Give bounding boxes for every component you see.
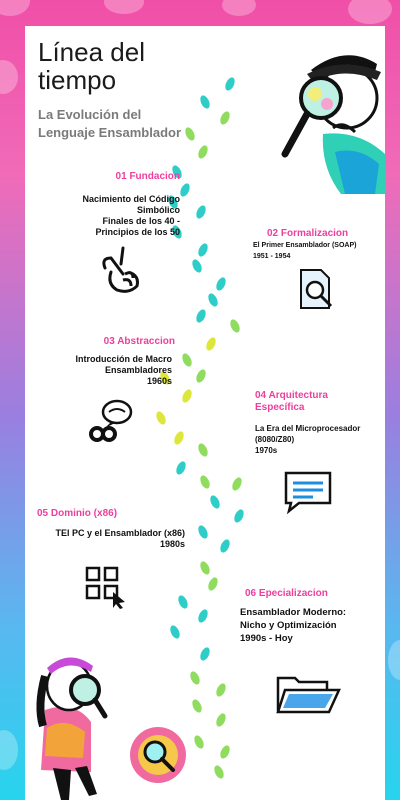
footstep: [196, 242, 209, 258]
footstep: [172, 430, 185, 446]
section-label: [255, 390, 328, 414]
pointing-hand-icon: [93, 244, 145, 296]
section-label: 02 Formalizacion: [267, 228, 349, 239]
footstep: [154, 410, 167, 426]
document-search-icon: [297, 266, 339, 312]
footstep: [198, 474, 211, 490]
description-line: Ensambladores: [104, 365, 172, 375]
footstep: [214, 682, 227, 698]
detective-girl-illustration-icon: [25, 646, 125, 800]
decor-blob: [388, 640, 400, 680]
footstep: [230, 476, 243, 492]
message-icon: [283, 470, 333, 514]
speech-gears-icon: [87, 398, 137, 444]
description-line: El Primer Ensamblador (SOAP): [253, 242, 357, 249]
section-description: [35, 528, 185, 550]
description-line: Ensamblador Moderno:: [240, 607, 347, 618]
decor-blob: [0, 0, 30, 16]
section-description: [255, 423, 383, 456]
footstep: [178, 182, 191, 198]
description-line: (8080/Z80): [255, 435, 295, 444]
footstep: [218, 744, 231, 760]
label-line: 04 Arquitectura: [255, 390, 328, 401]
footstep: [180, 352, 193, 368]
footstep: [190, 258, 203, 274]
open-folder-icon: [275, 670, 341, 716]
footstep: [218, 110, 231, 126]
footstep: [204, 336, 217, 352]
title-line: tiempo: [38, 65, 117, 95]
description-line: Introducción de Macro: [75, 354, 172, 364]
footstep: [214, 276, 227, 292]
decor-blob: [0, 60, 18, 94]
footstep: [214, 712, 227, 728]
section-label: 03 Abstraccion: [103, 336, 175, 347]
description-line: Nacimiento del Código: [82, 194, 180, 204]
section-label: 05 Dominio (x86): [37, 508, 118, 519]
footstep: [196, 524, 209, 540]
footstep: [183, 126, 196, 142]
section-label: 01 Fundacion: [115, 171, 180, 182]
footstep: [180, 388, 193, 404]
footstep: [218, 538, 231, 554]
decor-blob: [0, 730, 18, 770]
footstep: [192, 734, 205, 750]
footstep: [168, 624, 181, 640]
description-line: TEl PC y el Ensamblador (x86): [55, 528, 185, 538]
magnifier-badge-icon: [129, 726, 187, 784]
subtitle-line: La Evolución del: [38, 107, 142, 122]
description-line: 1960s: [146, 376, 172, 386]
footstep: [228, 318, 241, 334]
description-line: Simbólico: [136, 205, 180, 215]
footstep: [188, 670, 201, 686]
detective-illustration-icon: [263, 34, 385, 194]
footstep: [194, 204, 207, 220]
section-description: [253, 240, 378, 262]
description-line: La Era del Microprocesador: [255, 424, 361, 433]
footstep: [196, 442, 209, 458]
footstep: [223, 76, 236, 92]
footstep: [196, 144, 209, 160]
section-label: 06 Epecializacion: [245, 588, 328, 599]
decor-blob: [348, 0, 392, 24]
timeline-card: [25, 26, 385, 800]
description-line: 1990s - Hoy: [240, 633, 293, 644]
description-line: 1970s: [255, 446, 278, 455]
description-line: 1951 - 1954: [253, 253, 291, 260]
footstep: [212, 764, 225, 780]
footstep: [208, 494, 221, 510]
description-line: 1980s: [159, 539, 185, 549]
label-line: Específica: [255, 402, 305, 413]
section-description: [40, 194, 180, 238]
title-line: Línea del: [38, 37, 145, 67]
decor-blob: [104, 0, 144, 14]
description-line: Finales de los 40 -: [102, 216, 180, 226]
app-grid-cursor-icon: [85, 566, 129, 610]
footstep: [206, 576, 219, 592]
footstep: [174, 460, 187, 476]
footstep: [196, 608, 209, 624]
footstep: [198, 646, 211, 662]
section-description: [240, 606, 380, 645]
footstep: [232, 508, 245, 524]
decor-blob: [222, 0, 256, 16]
footstep: [190, 698, 203, 714]
footstep: [194, 308, 207, 324]
section-description: [40, 354, 172, 387]
subtitle-line: Lenguaje Ensamblador: [38, 125, 182, 140]
description-line: Nicho y Optimización: [240, 620, 337, 631]
footstep: [176, 594, 189, 610]
footstep: [198, 94, 211, 110]
description-line: Principios de los 50: [95, 227, 180, 237]
footstep: [194, 368, 207, 384]
footstep: [206, 292, 219, 308]
footstep: [198, 560, 211, 576]
